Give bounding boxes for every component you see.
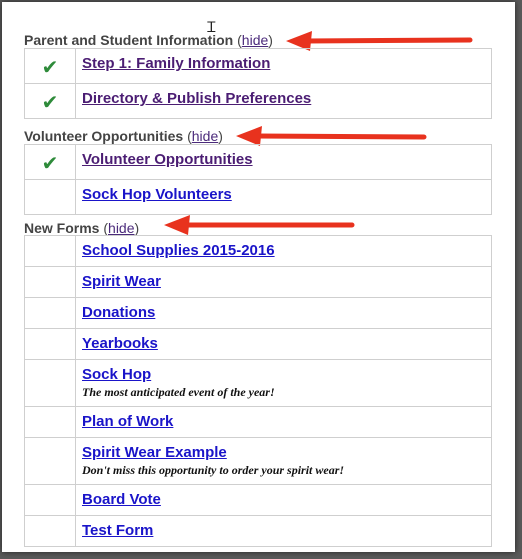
table-row [25,438,492,485]
check-icon: ✔ [41,90,59,114]
table-row [25,236,492,267]
check-cell [25,84,76,119]
table-row [25,407,492,438]
hide-link-new-forms[interactable]: hide [108,220,135,236]
form-link-school-supplies[interactable]: School Supplies 2015-2016 [82,242,275,259]
section-title: Parent and Student Information [24,32,234,48]
form-link-directory-preferences[interactable]: Directory & Publish Preferences [82,90,312,107]
page-frame [2,2,515,552]
text-cursor-icon: Ꮖ [207,20,217,36]
section-header-parent-student: Parent and Student Information (hide) [24,32,273,48]
section-title: Volunteer Opportunities [24,128,184,144]
form-link-test-form[interactable]: Test Form [82,522,154,539]
check-icon: ✔ [41,151,59,175]
form-description: The most anticipated event of the year! [82,385,275,399]
hide-link-parent-student[interactable]: hide [241,32,269,48]
section-header-volunteer: Volunteer Opportunities (hide) [24,128,223,144]
section-header-new-forms: New Forms (hide) [24,220,140,236]
form-link-spirit-wear-example[interactable]: Spirit Wear Example [82,444,227,461]
check-cell [25,145,76,180]
form-link-donations[interactable]: Donations [82,304,156,321]
table-row [25,145,492,180]
form-link-sock-hop-volunteers[interactable]: Sock Hop Volunteers [82,186,232,203]
table-row [25,360,492,407]
table-row [25,49,492,84]
form-link-plan-of-work[interactable]: Plan of Work [82,413,174,430]
form-link-yearbooks[interactable]: Yearbooks [82,335,158,352]
table-row [25,485,492,516]
section-title: New Forms [24,220,100,236]
table-row [25,516,492,547]
table-row [25,329,492,360]
hide-link-volunteer[interactable]: hide [191,128,219,144]
check-cell [25,180,76,215]
check-icon: ✔ [41,55,59,79]
table-row [25,298,492,329]
form-description: Don't miss this opportunity to order your spirit wear! [82,463,345,477]
red-arrow-annotation [162,214,358,236]
forms-table-new-forms [24,235,492,547]
form-link-sock-hop[interactable]: Sock Hop [82,366,152,383]
form-link-spirit-wear[interactable]: Spirit Wear [82,273,161,290]
form-link-family-information[interactable]: Step 1: Family Information [82,55,271,72]
form-link-board-vote[interactable]: Board Vote [82,491,161,508]
check-cell [25,49,76,84]
table-row [25,180,492,215]
form-link-volunteer-opportunities[interactable]: Volunteer Opportunities [82,151,253,168]
table-row [25,267,492,298]
table-row [25,84,492,119]
forms-table-parent-student [24,48,492,119]
forms-table-volunteer [24,144,492,215]
